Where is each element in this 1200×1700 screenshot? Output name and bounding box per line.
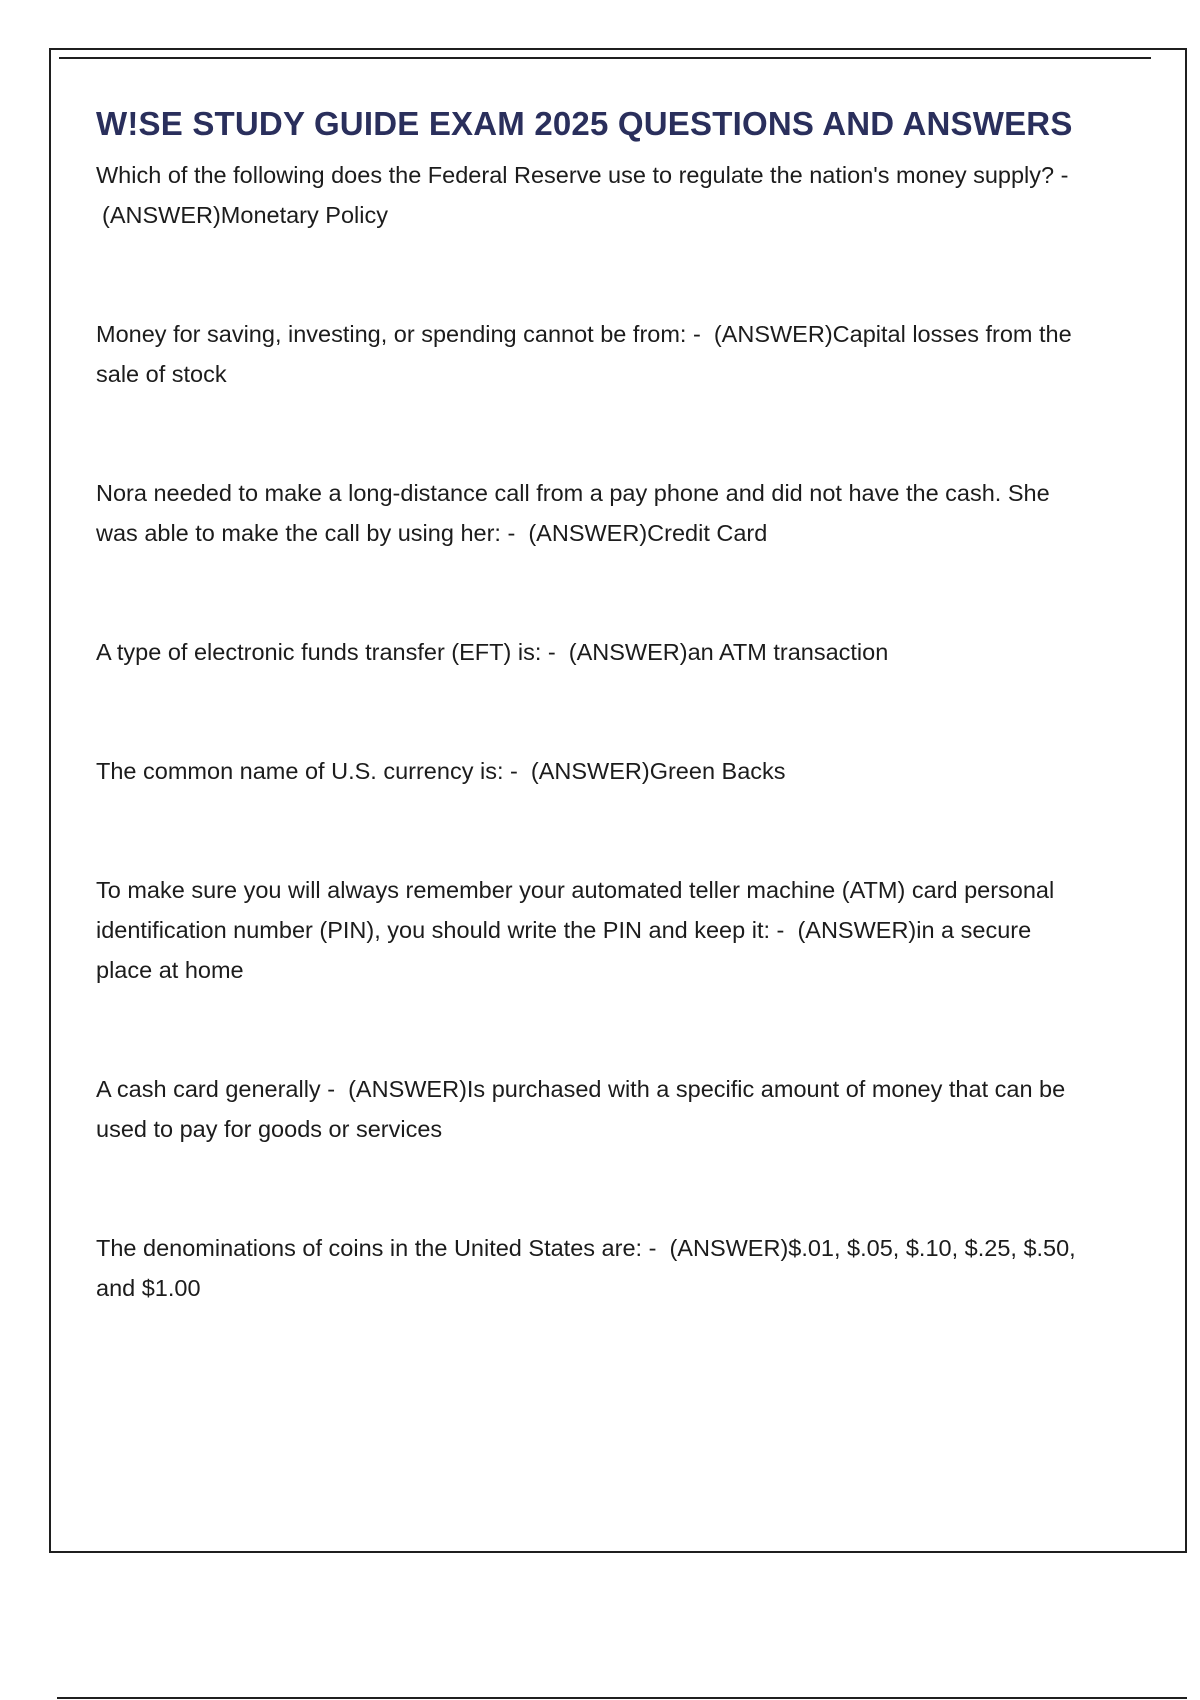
answer-text: (ANSWER)in a secure place at home <box>96 917 1032 983</box>
document-title: W!SE STUDY GUIDE EXAM 2025 QUESTIONS AND ANSWERS <box>96 105 1073 142</box>
qa-item-6 <box>96 870 1086 990</box>
answer-text: (ANSWER)Green Backs <box>530 758 786 784</box>
bottom-rule <box>57 1697 1187 1699</box>
answer-text: (ANSWER)Monetary Policy <box>102 202 388 228</box>
answer-text: (ANSWER)Is purchased with a specific amount of money that can be used to pay for goods or services <box>96 1076 1066 1142</box>
question-text: The denominations of coins in the United States are: - <box>96 1235 657 1261</box>
question-text: The common name of U.S. currency is: - <box>96 758 518 784</box>
answer-text: (ANSWER)$.01, $.05, $.10, $.25, $.50, and $1.00 <box>96 1235 1076 1301</box>
qa-item-4 <box>96 632 1086 672</box>
question-text: A cash card generally - <box>96 1076 336 1102</box>
question-text: Which of the following does the Federal Reserve use to regulate the nation's money supply? - <box>96 162 1069 188</box>
question-text: Nora needed to make a long-distance call from a pay phone and did not have the cash. She was able to make the call by using her: - <box>96 480 1050 546</box>
top-rule <box>59 57 1151 59</box>
qa-item-1 <box>96 155 1086 235</box>
qa-item-8 <box>96 1228 1086 1308</box>
question-text: Money for saving, investing, or spending cannot be from: - <box>96 321 701 347</box>
question-text: A type of electronic funds transfer (EFT) is: - <box>96 639 556 665</box>
answer-text: (ANSWER)Capital losses from the sale of stock <box>96 321 1072 387</box>
answer-text: (ANSWER)an ATM transaction <box>568 639 889 665</box>
qa-item-7 <box>96 1069 1086 1149</box>
qa-item-2 <box>96 314 1086 394</box>
answer-text: (ANSWER)Credit Card <box>528 520 768 546</box>
question-text: To make sure you will always remember your automated teller machine (ATM) card personal identification number (PIN), you should write the PIN and keep it: - <box>96 877 1055 943</box>
document-body <box>96 98 1086 1308</box>
qa-item-3 <box>96 473 1086 553</box>
qa-item-5 <box>96 751 1086 791</box>
